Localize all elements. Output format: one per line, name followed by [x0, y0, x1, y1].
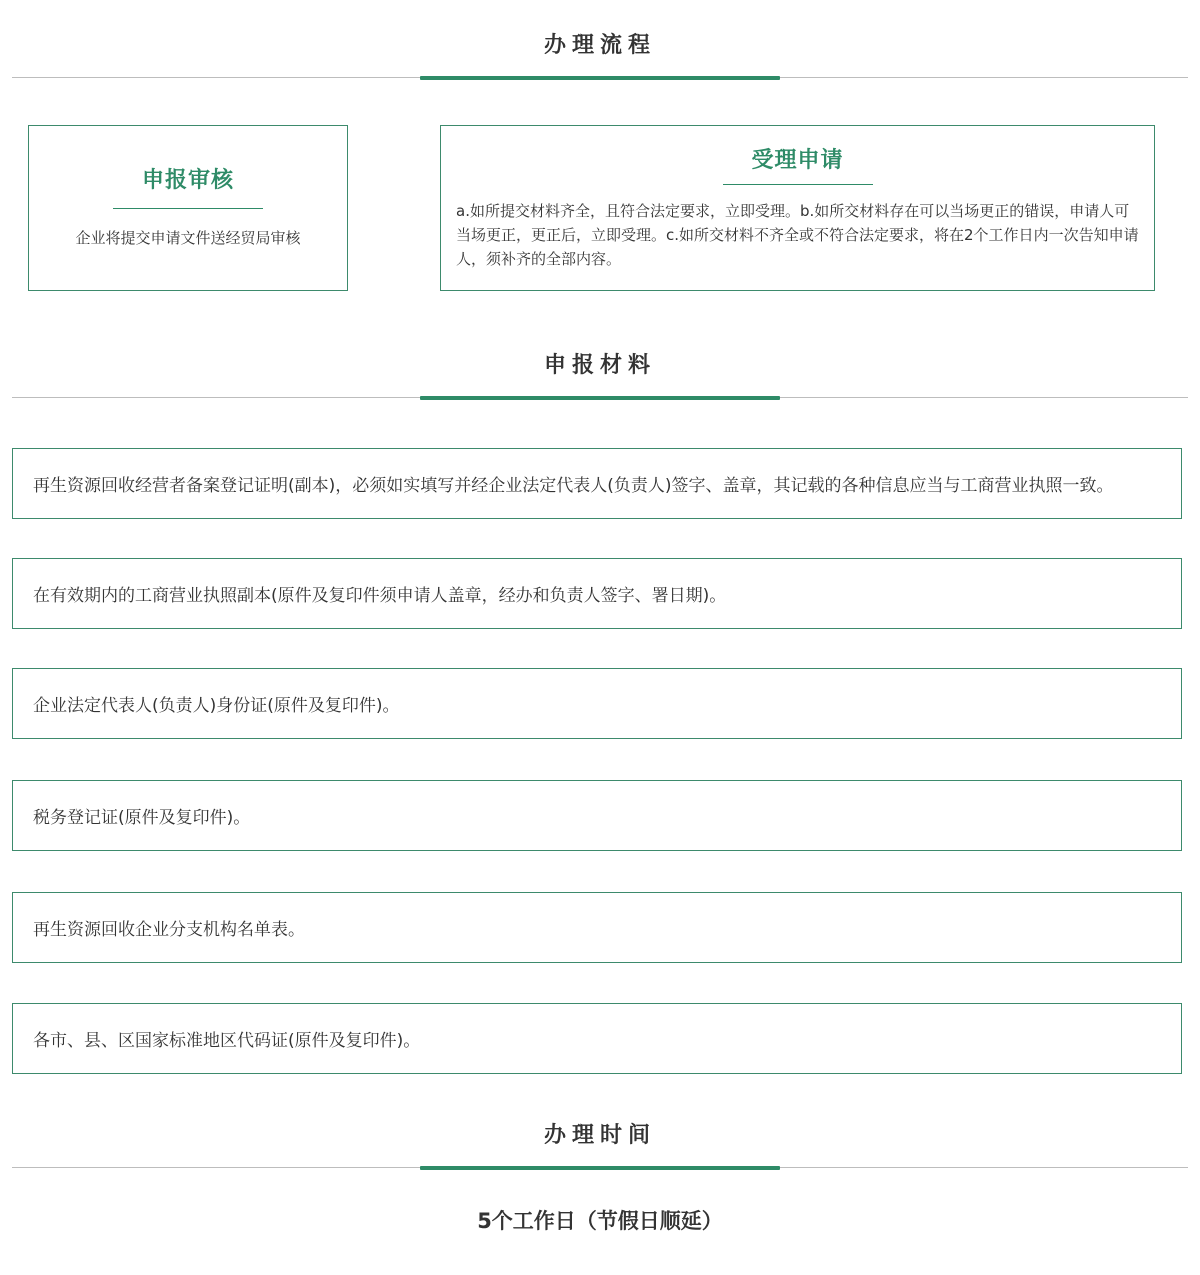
- process-step-underline: [113, 208, 263, 209]
- processing-time-value: 5个工作日（节假日顺延）: [477, 1209, 723, 1233]
- material-item: [12, 558, 1182, 629]
- process-step-title: 申报审核: [141, 168, 234, 193]
- material-item-text: 再生资源回收企业分支机构名单表。: [33, 920, 305, 940]
- material-item-text: 各市、县、区国家标准地区代码证(原件及复印件)。: [33, 1031, 421, 1051]
- process-step-accept-application: [440, 125, 1155, 291]
- process-step-description: a.如所提交材料齐全，且符合法定要求，立即受理。b.如所交材料存在可以当场更正的错误，申请人可当场更正，更正后，立即受理。c.如所交材料不齐全或不符合法定要求，将在2个工作日内一次告知申请人，须补齐的全部内容。: [456, 202, 1139, 268]
- material-item-text: 税务登记证(原件及复印件)。: [33, 808, 251, 828]
- material-item-text: 在有效期内的工商营业执照副本(原件及复印件须申请人盖章，经办和负责人签字、署日期)。: [33, 586, 727, 606]
- section-title-process: 办理流程: [543, 33, 656, 58]
- material-item: [12, 448, 1182, 519]
- material-item: [12, 780, 1182, 851]
- section-divider-accent-time: [420, 1166, 780, 1170]
- material-item: [12, 668, 1182, 739]
- material-item: [12, 1003, 1182, 1074]
- material-item-text: 再生资源回收经营者备案登记证明(副本)，必须如实填写并经企业法定代表人(负责人)签字、盖章，其记载的各种信息应当与工商营业执照一致。: [33, 476, 1114, 496]
- material-item-text: 企业法定代表人(负责人)身份证(原件及复印件)。: [33, 696, 400, 716]
- material-item: [12, 892, 1182, 963]
- section-divider-accent-process: [420, 76, 780, 80]
- section-divider-accent-materials: [420, 396, 780, 400]
- process-step-title: 受理申请: [751, 148, 844, 173]
- process-step-underline: [723, 184, 873, 185]
- section-title-time: 办理时间: [543, 1123, 656, 1148]
- section-title-materials: 申报材料: [543, 353, 656, 378]
- process-step-description: 企业将提交申请文件送经贸局审核: [75, 229, 301, 247]
- process-step-declare-review: [28, 125, 348, 291]
